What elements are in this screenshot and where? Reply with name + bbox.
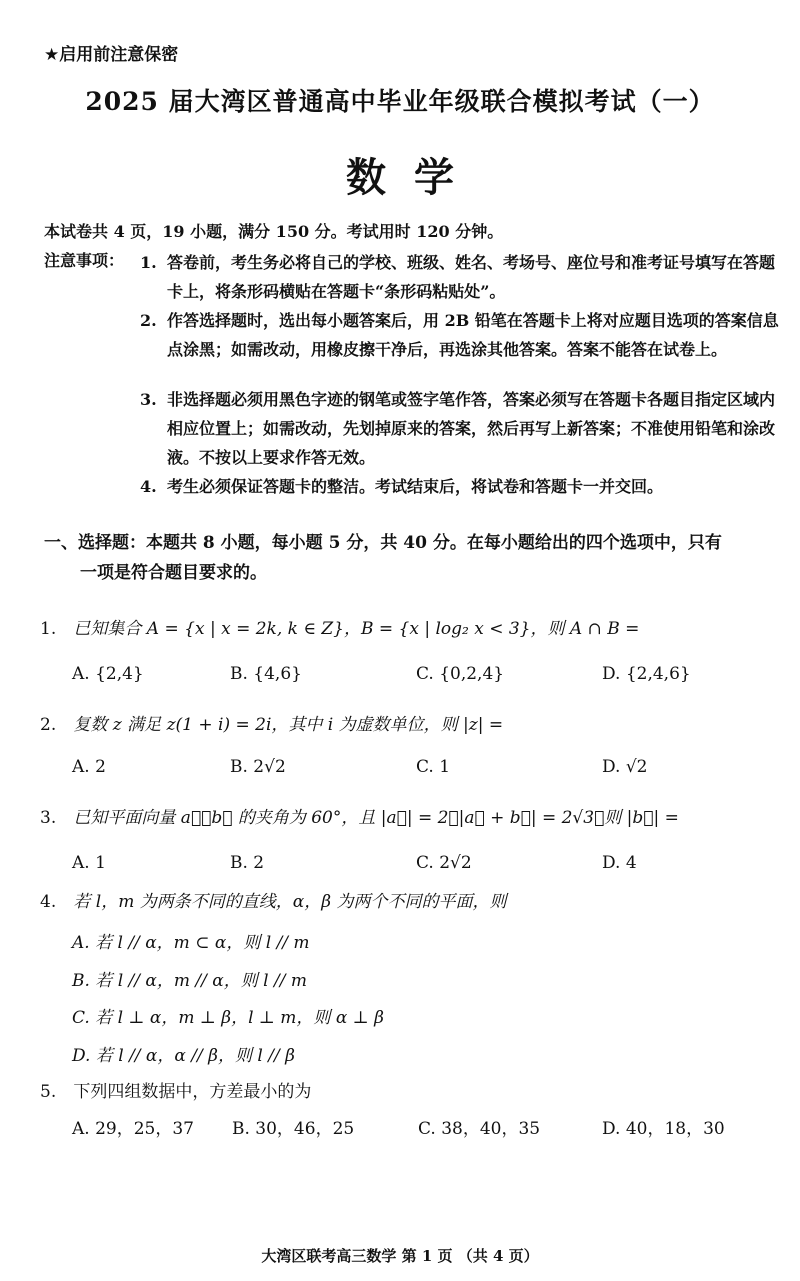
exam-title: 2025 届大湾区普通高中毕业年级联合模拟考试（一） (85, 87, 715, 116)
q2-option-d: D. √2 (602, 757, 648, 777)
q4-option-d: D. 若 l // α，α // β，则 l // β (72, 1046, 295, 1066)
page-footer: 大湾区联考高三数学 第 1 页 （共 4 页） (261, 1247, 539, 1265)
section-heading (44, 528, 784, 588)
notice-label: 注意事项： (44, 251, 125, 270)
question-number: 4. (40, 892, 57, 912)
notice-item (140, 472, 780, 501)
q5-option-b: B. 30，46，25 (232, 1119, 355, 1139)
notice-number: 3. (140, 390, 157, 409)
q3-option-d: D. 4 (602, 853, 637, 873)
exam-intro: 本试卷共 4 页，19 小题，满分 150 分。考试用时 120 分钟。 (44, 222, 504, 241)
q3-option-b: B. 2 (230, 853, 265, 873)
notice-number: 4. (140, 477, 157, 496)
notice-item (140, 385, 780, 472)
q5-option-d: D. 40，18，30 (602, 1119, 725, 1139)
q4-option-c: C. 若 l ⊥ α，m ⊥ β，l ⊥ m，则 α ⊥ β (72, 1008, 384, 1028)
question-text: 若 l，m 为两条不同的直线，α，β 为两个不同的平面，则 (73, 892, 507, 912)
question-text: 下列四组数据中，方差最小的为 (73, 1082, 312, 1102)
q2-option-a: A. 2 (72, 757, 106, 777)
subject-title: 数学 (346, 154, 482, 201)
q1-option-b: B. {4,6} (230, 664, 302, 684)
notice-item (140, 248, 780, 306)
section-heading-line1: 一、选择题：本题共 8 小题，每小题 5 分，共 40 分。在每小题给出的四个选项中，只有 (44, 533, 722, 553)
question-text: 复数 z 满足 z(1 + i) = 2i，其中 i 为虚数单位，则 |z| = (73, 715, 504, 735)
q2-option-c: C. 1 (416, 757, 451, 777)
confidential-note: ★启用前注意保密 (44, 45, 179, 65)
q2-option-b: B. 2√2 (230, 757, 286, 777)
question-4-stem (40, 887, 506, 912)
notice-number: 2. (140, 311, 157, 330)
question-number: 3. (40, 808, 57, 828)
notice-item (140, 306, 780, 364)
question-text: 已知集合 A = {x | x = 2k, k ∈ Z}，B = {x | log₂ x < 3}，则 A ∩ B = (73, 619, 640, 639)
q5-option-c: C. 38，40，35 (418, 1119, 541, 1139)
q3-option-c: C. 2√2 (416, 853, 472, 873)
notice-text: 非选择题必须用黑色字迹的钢笔或签字笔作答，答案必须写在答题卡各题目指定区域内相应位置上；如需改动，先划掉原来的答案，然后再写上新答案；不准使用铅笔和涂改液。不按以上要求作答无效。 (167, 390, 776, 467)
question-5-stem (40, 1077, 311, 1102)
question-text: 已知平面向量 a⃗，b⃗ 的夹角为 60°，且 |a⃗| = 2，|a⃗ + b⃗| = 2√3，则 |b⃗| = (73, 808, 679, 828)
q4-option-a: A. 若 l // α，m ⊂ α，则 l // m (72, 933, 310, 953)
section-heading-line2: 一项是符合题目要求的。 (80, 563, 267, 583)
question-1-stem (40, 614, 639, 639)
notice-number: 1. (140, 253, 157, 272)
q5-option-a: A. 29，25，37 (72, 1119, 194, 1139)
notice-text: 考生必须保证答题卡的整洁。考试结束后，将试卷和答题卡一并交回。 (167, 477, 664, 496)
question-number: 2. (40, 715, 57, 735)
notice-text: 作答选择题时，选出每小题答案后，用 2B 铅笔在答题卡上将对应题目选项的答案信息点涂黑；如需改动，用橡皮擦干净后，再选涂其他答案。答案不能答在试卷上。 (167, 311, 779, 359)
question-2-stem (40, 710, 503, 735)
question-3-stem (40, 803, 679, 828)
question-number: 1. (40, 619, 57, 639)
q1-option-d: D. {2,4,6} (602, 664, 691, 684)
q1-option-a: A. {2,4} (72, 664, 144, 684)
notice-text: 答卷前，考生务必将自己的学校、班级、姓名、考场号、座位号和准考证号填写在答题卡上，将条形码横贴在答题卡“条形码粘贴处”。 (167, 253, 776, 301)
q1-option-c: C. {0,2,4} (416, 664, 505, 684)
q4-option-b: B. 若 l // α，m // α，则 l // m (72, 971, 307, 991)
question-number: 5. (40, 1082, 57, 1102)
q3-option-a: A. 1 (72, 853, 106, 873)
